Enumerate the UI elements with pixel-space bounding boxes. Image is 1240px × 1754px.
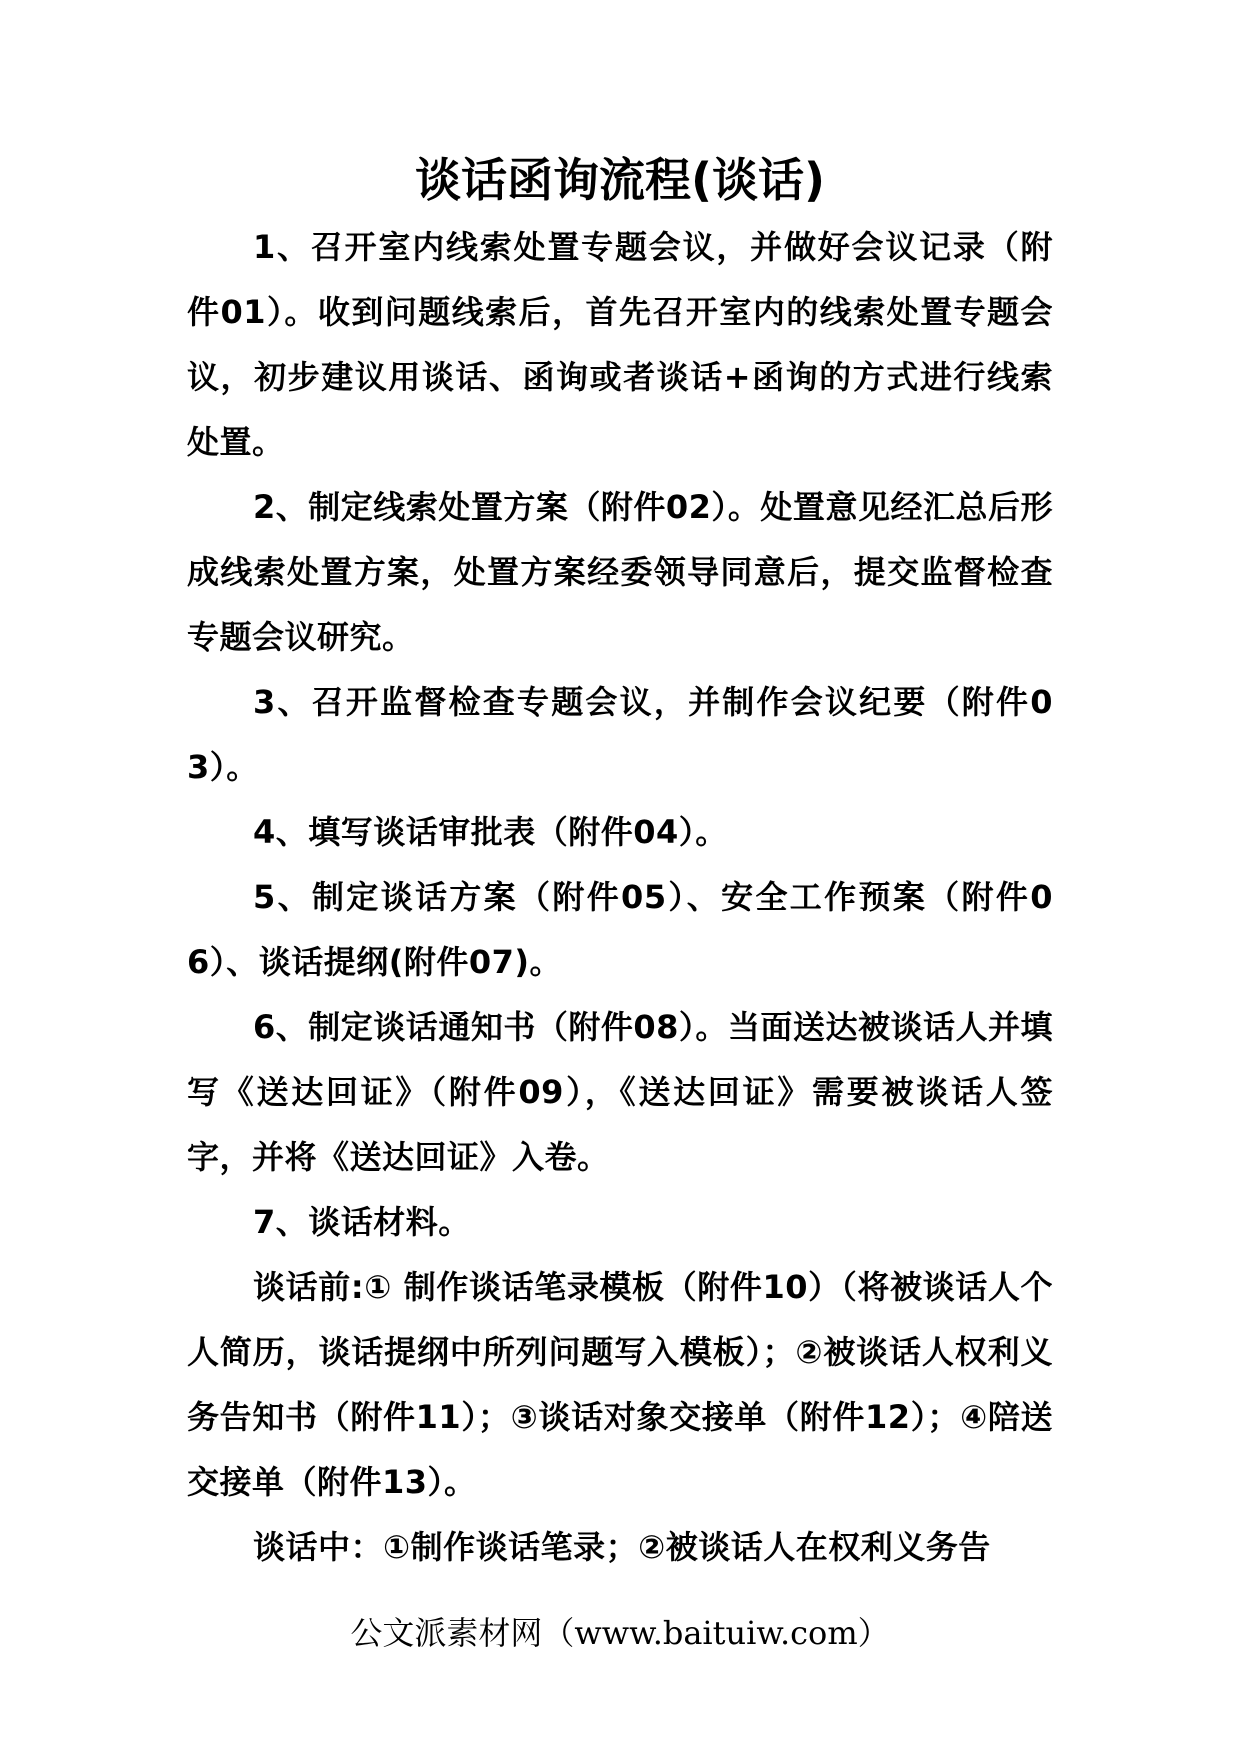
paragraph-6: 6、制定谈话通知书（附件08）。当面送达被谈话人并填写《送达回证》（附件09），《送达回证》需要被谈话人签字，并将《送达回证》入卷。 <box>187 1008 1053 1176</box>
footer-watermark: 公文派素材网（www.baituiw.com） <box>350 1614 890 1652</box>
paragraph-7: 7、谈话材料。 <box>253 1203 471 1241</box>
paragraph-3: 3、召开监督检查专题会议，并制作会议纪要（附件03）。 <box>187 683 1053 786</box>
paragraph-4: 4、填写谈话审批表（附件04）。 <box>253 813 728 851</box>
paragraph-1: 1、召开室内线索处置专题会议，并做好会议记录（附件01）。收到问题线索后，首先召开室内的线索处置专题会议，初步建议用谈话、函询或者谈话+函询的方式进行线索处置。 <box>187 228 1053 461</box>
document-body <box>187 215 1053 1580</box>
paragraph-before-talk: 谈话前:① 制作谈话笔录模板（附件10）（将被谈话人个人简历，谈话提纲中所列问题写入模板）；②被谈话人权利义务告知书（附件11）；③谈话对象交接单（附件12）；④陪送交接单（附件13）。 <box>187 1268 1053 1501</box>
page-title: 谈话函询流程(谈话) <box>414 153 826 207</box>
paragraph-5: 5、制定谈话方案（附件05）、安全工作预案（附件06）、谈话提纲(附件07)。 <box>187 878 1053 981</box>
paragraph-during-talk: 谈话中：①制作谈话笔录；②被谈话人在权利义务告 <box>253 1528 991 1566</box>
paragraph-2: 2、制定线索处置方案（附件02）。处置意见经汇总后形成线索处置方案，处置方案经委领导同意后，提交监督检查专题会议研究。 <box>187 488 1053 656</box>
